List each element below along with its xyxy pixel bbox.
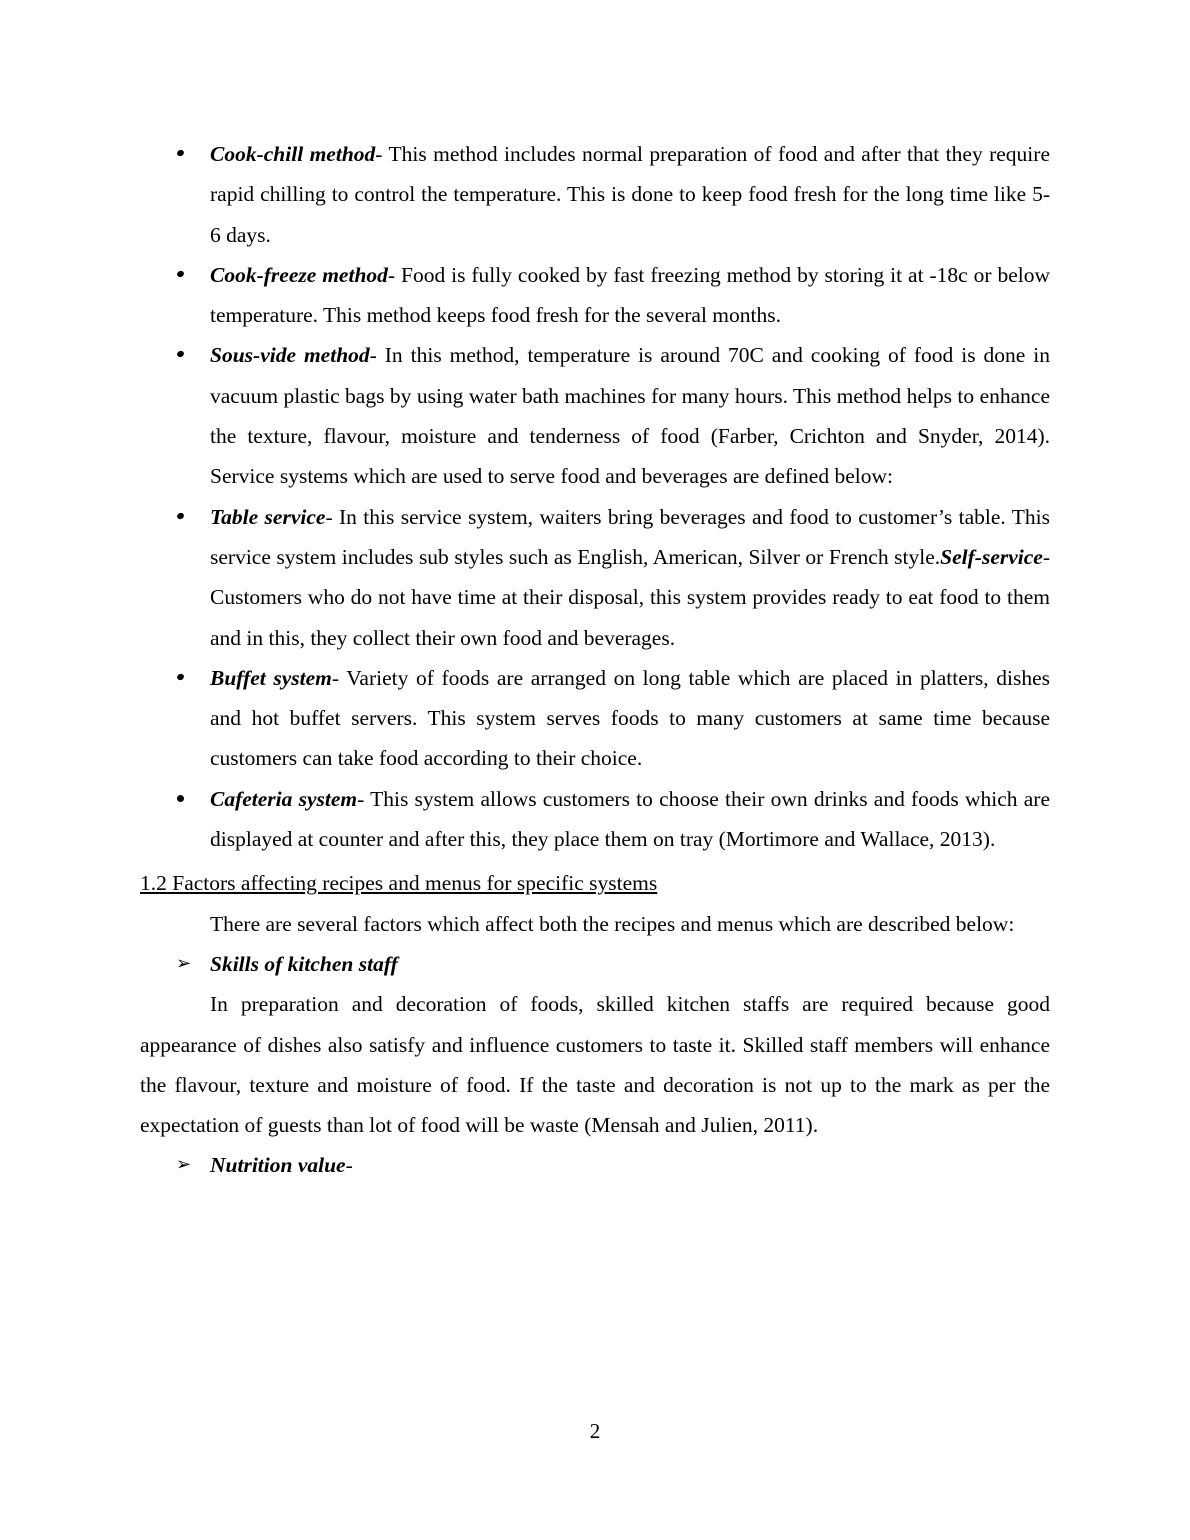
item-title: Cafeteria system <box>210 786 358 811</box>
item-text: - Variety of foods are arranged on long table which are placed in platters, dishes and hot buffet servers. This system serves foods to many customers at same time because customers can take food according to their choice. <box>210 665 1051 771</box>
item-title-secondary: Self-service <box>940 544 1043 569</box>
item-text: - This method includes normal preparation of food and after that they require rapid chilling to control the temperature. This is done to keep food fresh for the long time like 5-6 days. <box>210 142 1050 247</box>
item-text: - In this method, temperature is around 70C and cooking of food is done in vacuum plastic bags by using water bath machines for many hours. This method helps to enhance the texture, flavour, moisture and tenderness of food (Farber, Crichton and Snyder, 2014). Service systems which are used to serve food and beverages are defined below: <box>210 343 1050 489</box>
list-item <box>140 335 1050 496</box>
section-heading: 1.2 Factors affecting recipes and menus for specific systems <box>140 871 658 896</box>
arrowhead-bullet-icon: ➢ <box>176 952 192 974</box>
subheading-nutrition <box>140 1145 1050 1185</box>
bullet-dot-icon <box>176 350 185 358</box>
subheading-title: Skills of kitchen staff <box>210 951 398 976</box>
item-title: Cook-chill method <box>210 142 376 166</box>
skills-paragraph: In preparation and decoration of foods, skilled kitchen staffs are required because good appearance of dishes also satisfy and influence customers to taste it. Skilled staff members will enhance the flavour, texture and moisture of food. If the taste and decoration is not up to the mark as per the expectation of guests than lot of food will be waste (Mensah and Julien, 2011). <box>140 992 1050 1138</box>
list-item <box>140 134 1050 255</box>
bullet-dot-icon <box>177 795 184 802</box>
item-text: - This system allows customers to choose their own drinks and foods which are displayed at counter and after this, they place them on tray (Mortimore and Wallace, 2013). <box>210 786 1050 852</box>
list-item <box>140 779 1050 860</box>
intro-paragraph: There are several factors which affect both the recipes and menus which are described below: <box>210 911 1015 936</box>
item-title: Sous-vide method <box>210 343 370 368</box>
bullet-list <box>140 134 1050 859</box>
item-text: - Food is fully cooked by fast freezing method by storing it at -18c or below temperature. This method keeps food fresh for the several months. <box>210 262 1051 328</box>
page-content <box>140 134 1050 1186</box>
page-number: 2 <box>589 1419 601 1443</box>
bullet-dot-icon <box>176 511 185 519</box>
list-item <box>140 658 1050 779</box>
item-title: Cook-freeze method <box>210 262 388 287</box>
subheading-skills <box>140 944 1050 984</box>
bullet-dot-icon <box>176 270 185 278</box>
item-title: Buffet system <box>210 665 332 690</box>
subheading-suffix: - <box>345 1153 353 1178</box>
item-text: - In this service system, waiters bring beverages and food to customer’s table. This service system includes sub styles such as English, American, Silver or French style. <box>210 504 1050 569</box>
list-item <box>140 497 1050 658</box>
arrowhead-bullet-icon: ➢ <box>176 1154 192 1176</box>
item-title: Table service <box>210 504 326 529</box>
bullet-dot-icon <box>176 149 185 157</box>
list-item <box>140 255 1050 336</box>
subheading-title: Nutrition value <box>210 1153 346 1178</box>
item-text-secondary: - Customers who do not have time at their disposal, this system provides ready to eat food to them and in this, they collect their own food and beverages. <box>210 544 1050 650</box>
bullet-dot-icon <box>176 673 185 681</box>
